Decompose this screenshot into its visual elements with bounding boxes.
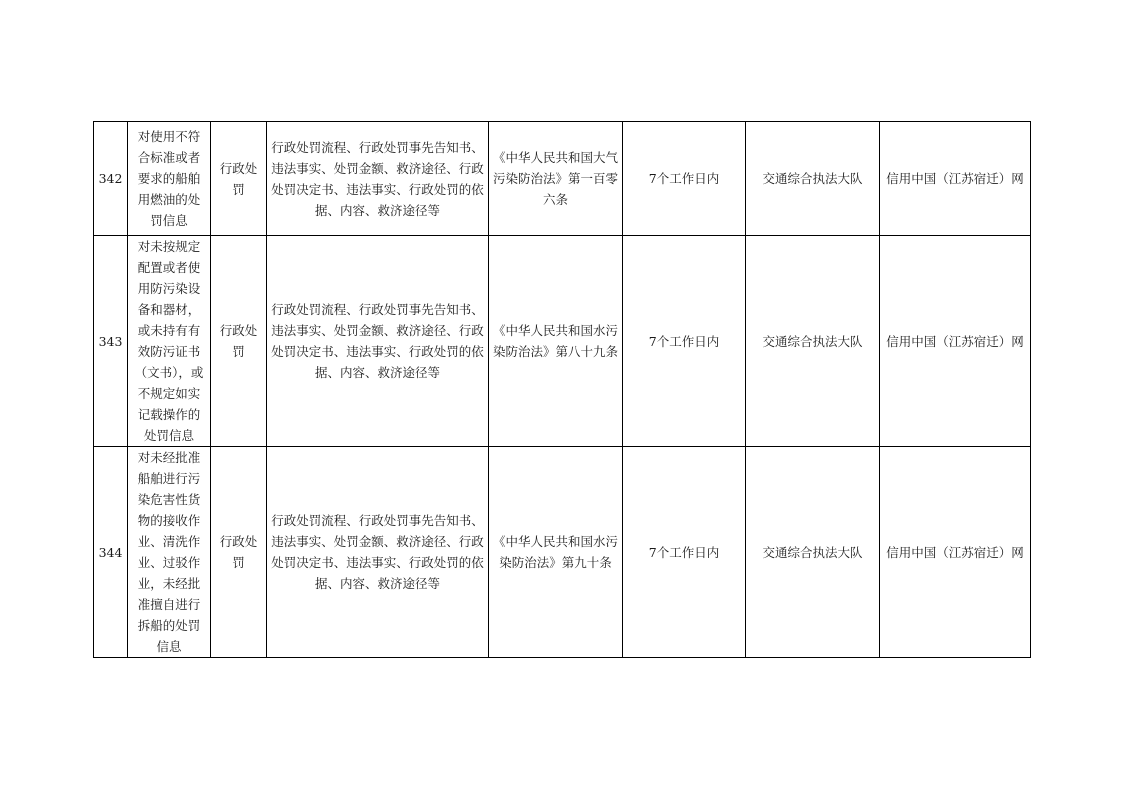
row-number: 342 bbox=[94, 122, 128, 236]
disclosure-channel: 信用中国（江苏宿迁）网 bbox=[880, 447, 1031, 658]
item-name: 对未按规定配置或者使用防污染设备和器材，或未持有有效防污证书（文书），或不规定如实记载操作的处罚信息 bbox=[128, 236, 211, 447]
item-type: 行政处罚 bbox=[211, 122, 267, 236]
time-limit: 7个工作日内 bbox=[623, 122, 746, 236]
disclosure-table bbox=[93, 121, 1031, 658]
row-number: 344 bbox=[94, 447, 128, 658]
legal-basis: 《中华人民共和国水污染防治法》第九十条 bbox=[489, 447, 623, 658]
disclosure-channel: 信用中国（江苏宿迁）网 bbox=[880, 122, 1031, 236]
legal-basis: 《中华人民共和国水污染防治法》第八十九条 bbox=[489, 236, 623, 447]
disclosure-content: 行政处罚流程、行政处罚事先告知书、违法事实、处罚金额、救济途径、行政处罚决定书、违法事实、行政处罚的依据、内容、救济途径等 bbox=[267, 236, 489, 447]
disclosure-content: 行政处罚流程、行政处罚事先告知书、违法事实、处罚金额、救济途径、行政处罚决定书、违法事实、行政处罚的依据、内容、救济途径等 bbox=[267, 447, 489, 658]
time-limit: 7个工作日内 bbox=[623, 236, 746, 447]
responsible-department: 交通综合执法大队 bbox=[746, 122, 880, 236]
responsible-department: 交通综合执法大队 bbox=[746, 447, 880, 658]
table-row bbox=[94, 236, 1031, 447]
table-row bbox=[94, 122, 1031, 236]
item-type: 行政处罚 bbox=[211, 236, 267, 447]
item-name: 对使用不符合标准或者要求的船舶用燃油的处罚信息 bbox=[128, 122, 211, 236]
disclosure-content: 行政处罚流程、行政处罚事先告知书、违法事实、处罚金额、救济途径、行政处罚决定书、违法事实、行政处罚的依据、内容、救济途径等 bbox=[267, 122, 489, 236]
table-row bbox=[94, 447, 1031, 658]
row-number: 343 bbox=[94, 236, 128, 447]
item-name: 对未经批准船舶进行污染危害性货物的接收作业、清洗作业、过驳作业，未经批准擅自进行拆船的处罚信息 bbox=[128, 447, 211, 658]
item-type: 行政处罚 bbox=[211, 447, 267, 658]
time-limit: 7个工作日内 bbox=[623, 447, 746, 658]
responsible-department: 交通综合执法大队 bbox=[746, 236, 880, 447]
disclosure-channel: 信用中国（江苏宿迁）网 bbox=[880, 236, 1031, 447]
legal-basis: 《中华人民共和国大气污染防治法》第一百零六条 bbox=[489, 122, 623, 236]
